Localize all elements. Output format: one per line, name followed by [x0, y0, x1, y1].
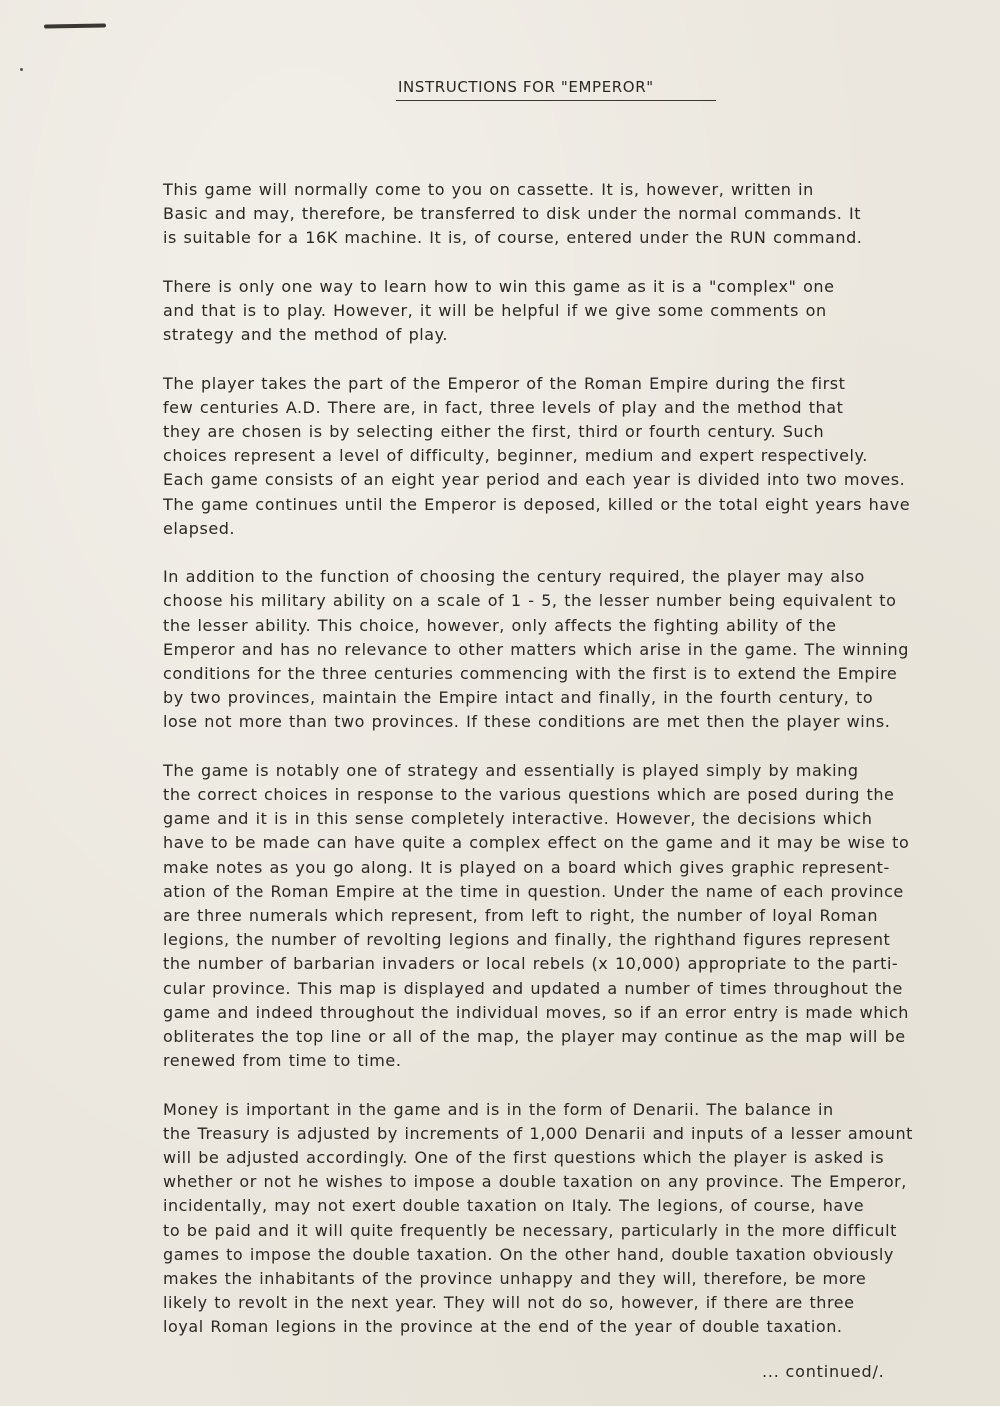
text-line: Money is important in the game and is in the form of Denarii. The balance in	[163, 1099, 834, 1119]
text-line: games to impose the double taxation. On the other hand, double taxation obviously	[163, 1244, 894, 1264]
text-line: cular province. This map is displayed and updated a number of times throughout the	[163, 978, 903, 998]
text-line: choose his military ability on a scale of 1 - 5, the lesser number being equivalent to	[163, 591, 897, 611]
text-line: The game continues until the Emperor is deposed, killed or the total eight years have	[163, 494, 911, 514]
paragraph-2	[119, 275, 919, 348]
text-line: This game will normally come to you on cassette. It is, however, written in	[163, 180, 814, 199]
text-line: There is only one way to learn how to win this game as it is a "complex" one	[163, 276, 835, 296]
text-line: they are chosen is by selecting either the first, third or fourth century. Such	[163, 422, 825, 441]
text-line: makes the inhabitants of the province unhappy and they will, therefore, be more	[163, 1269, 867, 1289]
text-line: The game is notably one of strategy and essentially is played simply by making	[163, 760, 859, 780]
text-line: have to be made can have quite a complex effect on the game and it may be wise to	[163, 833, 910, 853]
text-line: elapsed.	[163, 518, 236, 538]
text-line: incidentally, may not exert double taxation on Italy. The legions, of course, have	[163, 1196, 865, 1216]
text-line: renewed from time to time.	[163, 1051, 402, 1071]
text-line: and that is to play. However, it will be helpful if we give some comments on	[163, 301, 827, 320]
paragraph-3	[119, 372, 919, 541]
page-title: INSTRUCTIONS FOR "EMPEROR"	[398, 78, 654, 96]
text-line: will be adjusted accordingly. One of the first questions which the player is asked is	[163, 1148, 885, 1168]
paragraph-1	[119, 178, 919, 251]
ink-speck	[20, 68, 23, 71]
text-line: the correct choices in response to the various questions which are posed during the	[163, 785, 895, 805]
text-line: likely to revolt in the next year. They will not do so, however, if there are three	[163, 1293, 855, 1313]
text-line: strategy and the method of play.	[163, 325, 449, 345]
text-line: In addition to the function of choosing the century required, the player may also	[163, 567, 865, 587]
text-line: lose not more than two provinces. If these conditions are met then the player wins.	[163, 712, 891, 732]
text-line: the Treasury is adjusted by increments of 1,000 Denarii and inputs of a lesser amount	[163, 1123, 913, 1143]
text-line: is suitable for a 16K machine. It is, of course, entered under the RUN command.	[163, 228, 863, 248]
text-line: Basic and may, therefore, be transferred to disk under the normal commands. It	[163, 204, 862, 224]
text-line: whether or not he wishes to impose a double taxation on any province. The Emperor,	[163, 1172, 907, 1192]
text-line: legions, the number of revolting legions and finally, the righthand figures represent	[163, 930, 891, 950]
text-line: by two provinces, maintain the Empire intact and finally, in the fourth century, to	[163, 688, 874, 708]
text-line: choices represent a level of difficulty, beginner, medium and expert respectively.	[163, 446, 868, 466]
text-line: make notes as you go along. It is played on a board which gives graphic represent-	[163, 857, 890, 877]
paragraph-6	[119, 1098, 919, 1340]
ink-mark	[44, 23, 106, 28]
text-line: are three numerals which represent, from left to right, the number of loyal Roman	[163, 906, 879, 926]
text-line: to be paid and it will quite frequently be necessary, particularly in the more difficult	[163, 1220, 897, 1240]
text-line: Emperor and has no relevance to other matters which arise in the game. The winning	[163, 639, 909, 659]
paragraph-4	[119, 565, 919, 734]
text-line: The player takes the part of the Emperor of the Roman Empire during the first	[163, 373, 846, 393]
text-line: the lesser ability. This choice, however, only affects the fighting ability of the	[163, 615, 837, 635]
text-line: loyal Roman legions in the province at the end of the year of double taxation.	[163, 1317, 843, 1337]
title-underline	[396, 100, 716, 101]
text-line: ation of the Roman Empire at the time in question. Under the name of each province	[163, 881, 904, 901]
text-line: the number of barbarian invaders or local rebels (x 10,000) appropriate to the parti-	[163, 954, 899, 974]
paragraph-5	[119, 759, 919, 1074]
text-line: Each game consists of an eight year period and each year is divided into two moves.	[163, 470, 906, 490]
text-line: game and it is in this sense completely interactive. However, the decisions which	[163, 809, 873, 829]
text-line: game and indeed throughout the individual moves, so if an error entry is made which	[163, 1002, 909, 1022]
body-text	[119, 178, 919, 1364]
text-line: few centuries A.D. There are, in fact, three levels of play and the method that	[163, 397, 844, 417]
text-line: conditions for the three centuries commencing with the first is to extend the Empire	[163, 664, 898, 684]
text-line: obliterates the top line or all of the map, the player may continue as the map will be	[163, 1027, 906, 1047]
continued-note: ... continued/.	[762, 1362, 885, 1381]
